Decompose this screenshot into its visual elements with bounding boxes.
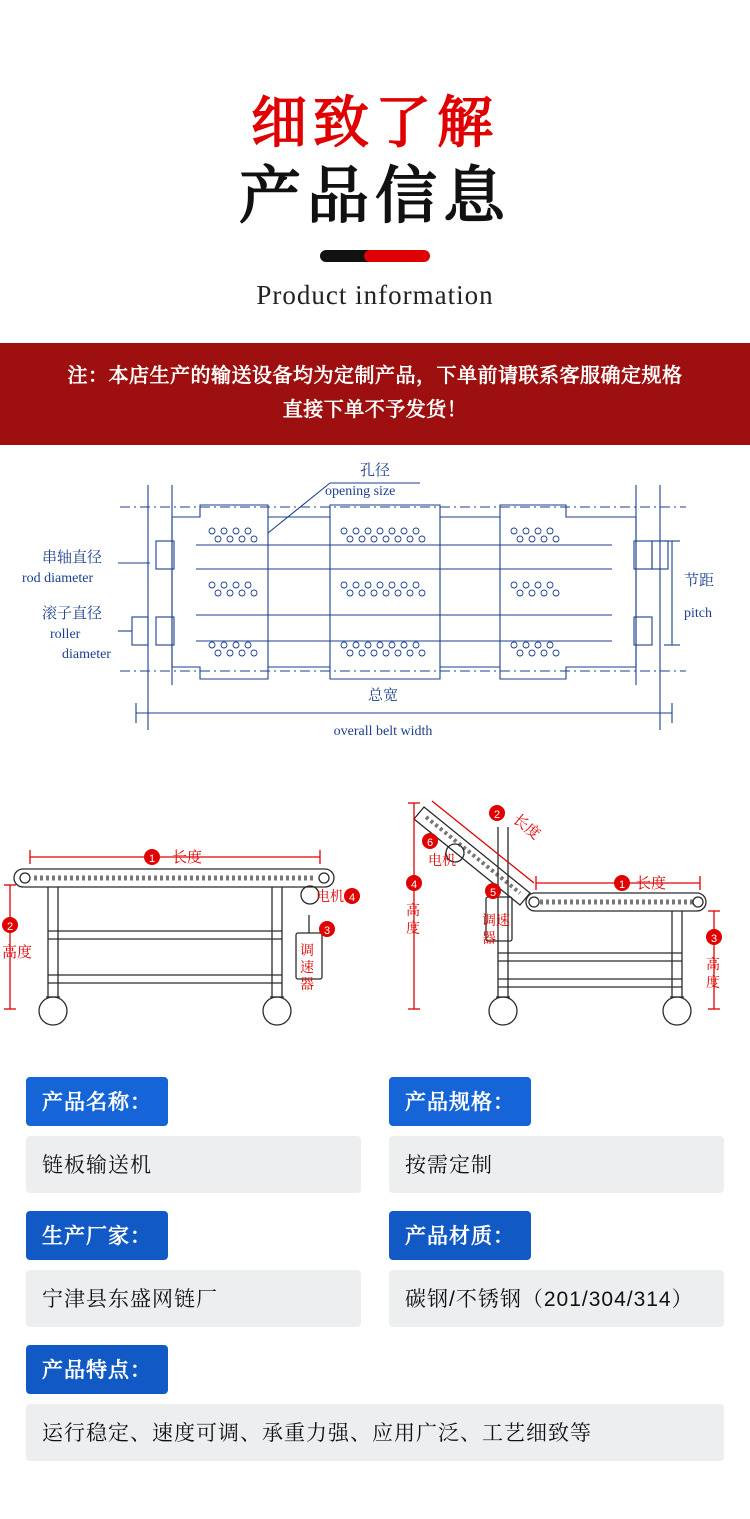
divider-red-bar: [364, 250, 430, 262]
spec-label-features: 产品特点：: [26, 1345, 168, 1394]
spec-item-product-spec: [389, 1077, 724, 1193]
incline-height-right-number: 3: [710, 933, 718, 945]
callout-roller-diameter-cn: 滚子直径: [42, 605, 103, 622]
spec-row-1: [26, 1077, 724, 1193]
callout-opening-size-cn: 孔径: [360, 462, 391, 479]
spec-item-features: [26, 1345, 724, 1461]
title-divider: [320, 250, 430, 262]
spec-row-2: [26, 1211, 724, 1327]
notice-banner: [0, 343, 750, 445]
page-title-cn-black: 产品信息: [238, 162, 511, 231]
flat-length-number: 1: [148, 853, 156, 865]
spec-value-product-name: 链板输送机: [26, 1136, 361, 1193]
specification-list: [0, 1055, 750, 1519]
flat-height-label: 高度: [2, 944, 33, 961]
callout-rod-diameter-en: rod diameter: [22, 571, 94, 586]
callout-pitch-en: pitch: [684, 606, 712, 621]
callout-roller-diameter-en-2: diameter: [62, 647, 111, 662]
incline-length-top-number: 2: [493, 809, 501, 821]
spec-value-features: 运行稳定、速度可调、承重力强、应用广泛、工艺细致等: [26, 1404, 724, 1461]
callout-rod-diameter-cn: 串轴直径: [42, 549, 103, 566]
page-title-cn-red: 细致了解: [251, 91, 499, 154]
callout-overall-width-en: overall belt width: [333, 724, 433, 739]
flat-conveyor-diagram: [2, 848, 360, 1025]
spec-value-product-spec: 按需定制: [389, 1136, 724, 1193]
spec-label-material: 产品材质：: [389, 1211, 531, 1260]
callout-opening-size-en: opening size: [325, 484, 396, 499]
spec-label-manufacturer: 生产厂家：: [26, 1211, 168, 1260]
flat-governor-number: 3: [323, 925, 331, 937]
callout-overall-width-cn: 总宽: [367, 687, 399, 704]
incline-governor-label: 调速器: [482, 912, 510, 946]
incline-height-left-number: 4: [410, 879, 418, 891]
callout-roller-diameter-en-1: roller: [50, 627, 81, 642]
notice-line-2: 直接下单不予发货！: [282, 399, 468, 421]
spec-label-product-spec: 产品规格：: [389, 1077, 531, 1126]
conveyor-illustrations: [0, 765, 750, 1055]
incline-height-left-label: 高度: [406, 902, 420, 936]
callout-pitch-cn: 节距: [684, 572, 715, 589]
incline-height-right-label: 高度: [706, 956, 720, 990]
chain-plate-technical-drawing: [0, 445, 750, 765]
flat-governor-label: 调速器: [300, 942, 314, 992]
spec-value-material: 碳钢/不锈钢（201/304/314）: [389, 1270, 724, 1327]
incline-conveyor-diagram: [406, 801, 722, 1025]
flat-height-number: 2: [6, 921, 14, 933]
incline-length-low-number: 1: [618, 879, 626, 891]
flat-length-label: 长度: [172, 849, 203, 866]
incline-length-top-label: 长度: [509, 810, 544, 843]
notice-line-1: 注：本店生产的输送设备均为定制产品，下单前请联系客服确定规格: [67, 365, 683, 387]
spec-row-3: [26, 1345, 724, 1461]
incline-motor-number: 6: [426, 837, 434, 849]
page-header: [0, 0, 750, 311]
spec-item-product-name: [26, 1077, 361, 1193]
page-subtitle-en: Product information: [256, 280, 494, 310]
spec-value-manufacturer: 宁津县东盛网链厂: [26, 1270, 361, 1327]
flat-motor-number: 4: [348, 892, 356, 904]
incline-motor-label: 电机: [428, 852, 456, 868]
spec-label-product-name: 产品名称：: [26, 1077, 168, 1126]
incline-governor-number: 5: [489, 887, 497, 899]
spec-item-material: [389, 1211, 724, 1327]
incline-length-low-label: 长度: [636, 875, 667, 892]
flat-motor-label: 电机: [316, 888, 344, 904]
spec-item-manufacturer: [26, 1211, 361, 1327]
